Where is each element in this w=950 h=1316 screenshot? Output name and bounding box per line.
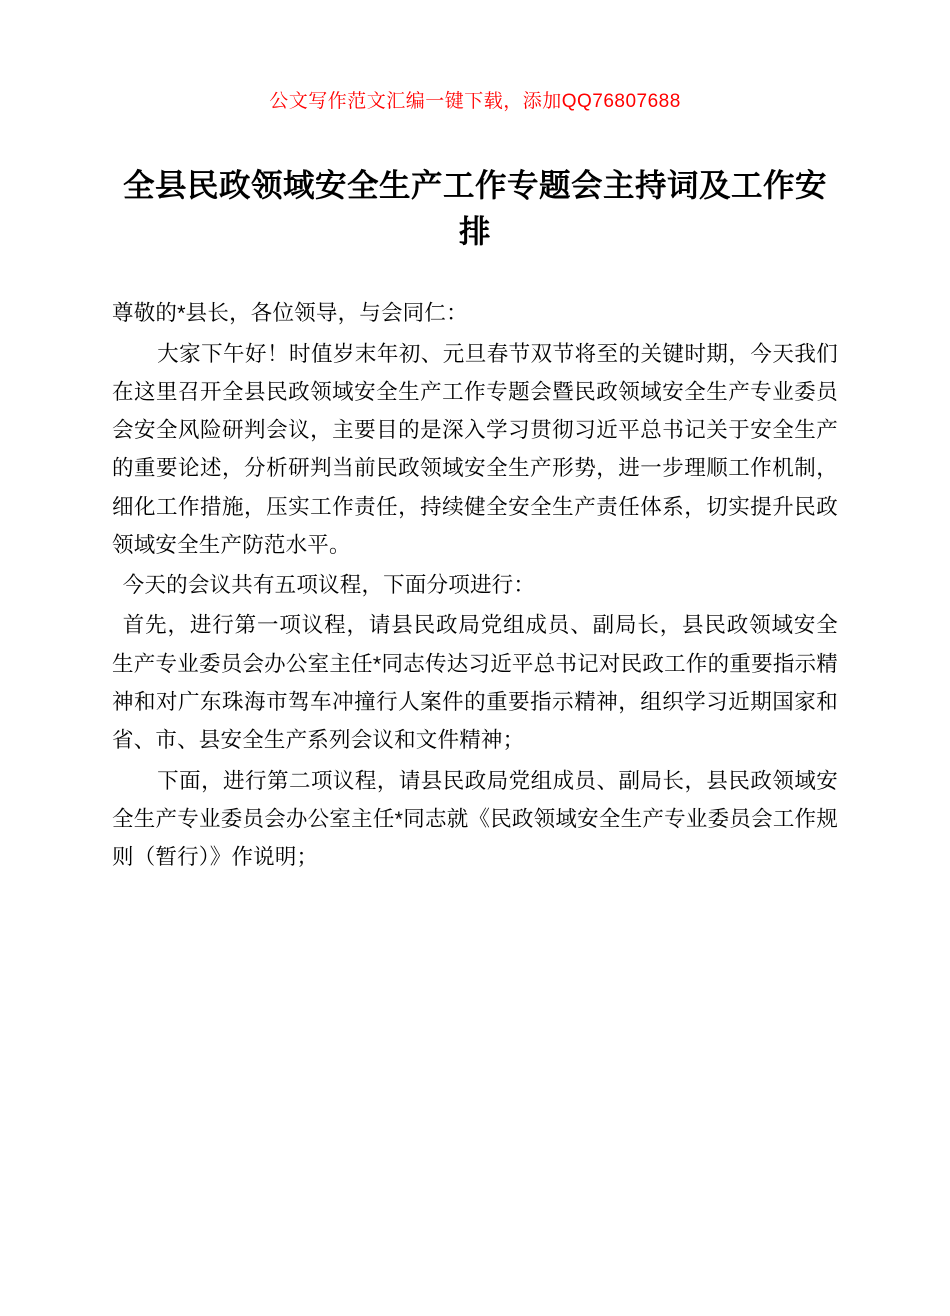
paragraph-salutation: 尊敬的*县长，各位领导，与会同仁： [112,301,468,326]
promo-banner: 公文写作范文汇编一键下载，添加QQ76807688 [269,91,681,112]
page-title: 全县民政领域安全生产工作专题会主持词及工作安排 [122,167,827,249]
paragraph-agenda-1: 首先，进行第一项议程，请县民政局党组成员、副局长，县民政领域安全生产专业委员会办公室主任*同志传达习近平总书记对民政工作的重要指示精神和对广东珠海市驾车冲撞行人案件的重要指示精神，组织学习近期国家和省、市、县安全生产系列会议和文件精神； [112,613,838,753]
paragraph-opening: 大家下午好！时值岁末年初、元旦春节双节将至的关键时期，今天我们在这里召开全县民政领域安全生产工作专题会暨民政领域安全生产专业委员会安全风险研判会议，主要目的是深入学习贯彻习近平总书记关于安全生产的重要论述，分析研判当前民政领域安全生产形势，进一步理顺工作机制，细化工作措施，压实工作责任，持续健全安全生产责任体系，切实提升民政领域安全生产防范水平。 [112,341,838,557]
document-body [112,294,838,876]
paragraph-agenda-2: 下面，进行第二项议程，请县民政局党组成员、副局长，县民政领域安全生产专业委员会办公室主任*同志就《民政领域安全生产专业委员会工作规则（暂行）》作说明； [112,768,838,870]
document-page [0,86,950,1316]
paragraph-agenda-intro: 今天的会议共有五项议程，下面分项进行： [122,573,536,598]
